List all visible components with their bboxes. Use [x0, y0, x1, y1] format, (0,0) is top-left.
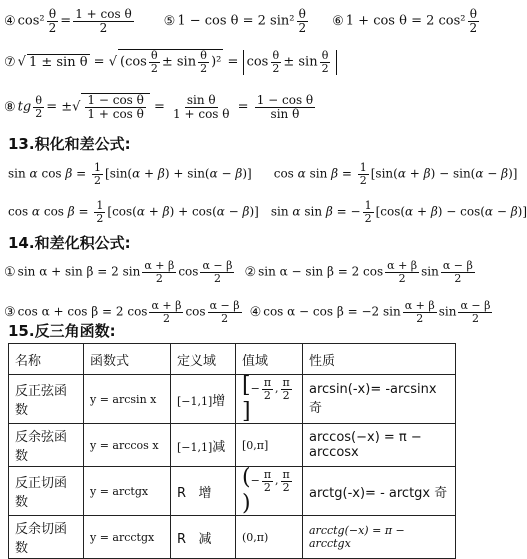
col-header-name: 名称	[9, 344, 84, 375]
section-15-heading: 15.反三角函数:	[8, 322, 116, 340]
cell-func: y = arccos x	[84, 424, 171, 467]
formula-6: 1 + cos θ = 2 cos² $\frac{\theta}{2}$	[345, 6, 478, 35]
cell-domain: [−1,1]增	[171, 375, 236, 424]
cell-name: 反余弦函数	[9, 424, 84, 467]
table-row	[9, 424, 456, 467]
cell-func: y = arctgx	[84, 467, 171, 516]
cell-prop: arctg(-x)= - arctgx 奇	[303, 467, 456, 516]
product-to-sum-row-2	[8, 194, 527, 230]
col-header-range: 值域	[236, 344, 303, 375]
product-to-sum-1: sin α cos β = $\frac{1}{2}$ [sin(α + β) + sin(α − β)]	[8, 160, 252, 187]
formula-number: ④	[4, 13, 16, 29]
formula-number: ⑦	[4, 54, 16, 70]
formula-4: cos² $\frac{\theta}{2}$ = $\frac{\text{1 + cos θ}}{2}$	[17, 6, 132, 35]
sum-to-product-row-1	[4, 252, 477, 292]
table-row	[9, 375, 456, 424]
section-14-heading: 14.和差化积公式:	[8, 234, 131, 252]
formula-number: ⑧	[4, 99, 16, 115]
formula-row-8	[4, 86, 317, 128]
formula-7: √ 1 ± sin θ = √ (cos $\frac{\theta}{2}$ ± sin $\frac{\theta}{2}$ )² = cos $\frac{\theta}{2}$ ± sin $\frac{\theta}{2}$	[18, 49, 337, 74]
cell-domain: R 减	[171, 516, 236, 559]
col-header-func: 函数式	[84, 344, 171, 375]
product-to-sum-4: sin α sin β = − $\frac{1}{2}$ [cos(α + β) − cos(α − β)]	[270, 198, 527, 225]
cell-range: [− $\frac{\pi}{2}$ , $\frac{\pi}{2}$ ]	[236, 375, 303, 424]
table-header-row	[9, 344, 456, 375]
cell-prop: arcsin(-x)= -arcsinx 奇	[303, 375, 456, 424]
formula-row-7	[4, 44, 337, 80]
formula-row-4-5-6	[4, 4, 481, 38]
cell-func: y = arcctgx	[84, 516, 171, 559]
sum-to-product-3: ③ cos α + cos β = 2 cos $\frac{\alpha + \beta}{2}$ cos $\frac{\alpha - \beta}{2}$	[4, 298, 240, 325]
section-13-heading: 13.积化和差公式:	[8, 135, 131, 153]
table-row	[9, 467, 456, 516]
cell-func: y = arcsin x	[84, 375, 171, 424]
cell-name: 反正切函数	[9, 467, 84, 516]
sum-to-product-1: ① sin α + sin β = 2 sin $\frac{\alpha + \beta}{2}$ cos $\frac{\alpha - \beta}{2}$	[4, 258, 233, 285]
table-row	[9, 516, 456, 559]
inverse-trig-table	[8, 343, 456, 559]
sum-to-product-4: ④ cos α − cos β = −2 sin $\frac{\alpha + \beta}{2}$ sin $\frac{\alpha - \beta}{2}$	[249, 298, 491, 325]
product-to-sum-3: cos α cos β = $\frac{1}{2}$ [cos(α + β) + cos(α − β)]	[8, 198, 259, 225]
product-to-sum-2: cos α sin β = $\frac{1}{2}$ [sin(α + β) − sin(α − β)]	[273, 160, 518, 187]
formula-number: ⑤	[163, 13, 176, 29]
cell-domain: R 增	[171, 467, 236, 516]
cell-prop: arcctg(−x) = π − arcctgx	[303, 516, 456, 559]
col-header-prop: 性质	[303, 344, 456, 375]
cell-range: (− $\frac{\pi}{2}$ , $\frac{\pi}{2}$ )	[236, 467, 303, 516]
formula-number: ⑥	[332, 13, 344, 29]
sum-to-product-2: ② sin α − sin β = 2 cos $\frac{\alpha + \beta}{2}$ sin $\frac{\alpha - \beta}{2}$	[244, 258, 473, 285]
formula-8: tg $\frac{\theta}{2}$ = ±√ $\frac{\text{1 − cos θ}}{\text{1 + cos θ}}$ = $\frac{\text{sin θ}}{\text{1 + cos θ}}$ = $\frac{\text{1 − cos θ}}{\text{sin θ}}$	[17, 93, 314, 121]
cell-name: 反正弦函数	[9, 375, 84, 424]
cell-range: (0,π)	[236, 516, 303, 559]
product-to-sum-row-1	[8, 156, 517, 192]
cell-range: [0,π]	[236, 424, 303, 467]
cell-domain: [−1,1]减	[171, 424, 236, 467]
cell-name: 反余切函数	[9, 516, 84, 559]
cell-prop: arccos(−x) = π − arccosx	[303, 424, 456, 467]
formula-5: 1 − cos θ = 2 sin² $\frac{\theta}{2}$	[177, 6, 307, 35]
col-header-domain: 定义域	[171, 344, 236, 375]
